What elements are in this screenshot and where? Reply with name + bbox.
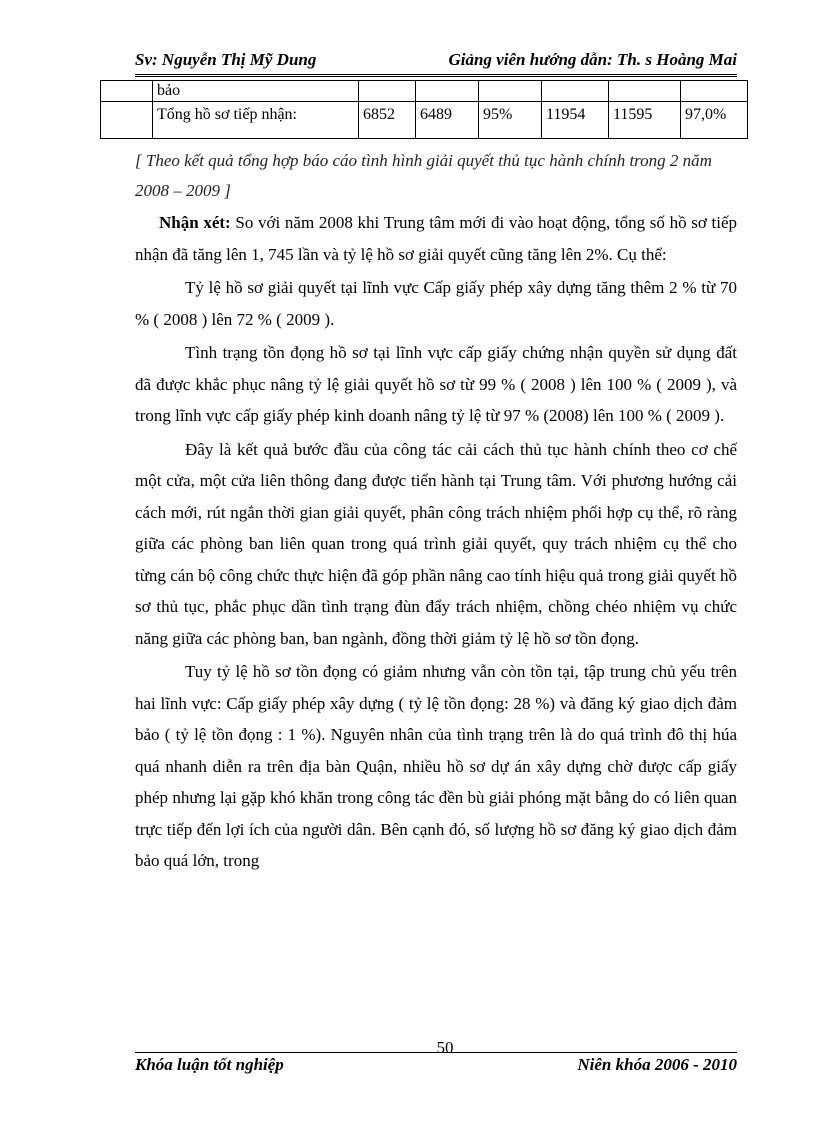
footer-rule — [135, 1052, 737, 1053]
table-cell-label: bảo — [153, 81, 359, 102]
header-advisor: Giảng viên hướng dẫn: Th. s Hoàng Mai — [448, 50, 737, 69]
table-cell: 6852 — [359, 102, 416, 139]
page-footer — [135, 1055, 737, 1079]
table-cell: 11954 — [542, 102, 609, 139]
footer-right: Niên khóa 2006 - 2010 — [577, 1055, 737, 1074]
table-cell — [681, 81, 748, 102]
footer-left: Khóa luận tốt nghiệp — [135, 1055, 284, 1074]
table-row — [101, 102, 748, 139]
header-student: Sv: Nguyễn Thị Mỹ Dung — [135, 50, 317, 69]
header-rule — [135, 74, 737, 77]
table-cell: 6489 — [416, 102, 479, 139]
page-number: 50 — [436, 1038, 454, 1057]
table-row — [101, 81, 748, 102]
table-cell — [101, 81, 153, 102]
table-source-caption: [ Theo kết quả tổng hợp báo cáo tình hình giải quyết thủ tục hành chính trong 2 năm 2008 – 2009 ] — [135, 151, 712, 200]
table-cell: 97,0% — [681, 102, 748, 139]
body-text — [135, 207, 737, 879]
table-cell: 95% — [479, 102, 542, 139]
table-cell — [101, 102, 153, 139]
paragraph: Đây là kết quả bước đầu của công tác cải cách thủ tục hành chính theo cơ chế một cửa, một cửa liên thông đang được tiến hành tại Trung tâm. Với phương hướng cải cách mới, rút ngắn thời gian giải quyết, phân công trách nhiệm phối hợp cụ thể, rõ ràng giữa các phòng ban liên quan trong quá trình giải quyết, quy trách nhiệm cụ thể cho từng cán bộ công chức thực hiện đã góp phần nâng cao tính hiệu quả trong giải quyết hồ sơ thủ tục, phắc phục dần tình trạng đùn đẩy trách nhiệm, chồng chéo nhiệm vụ chức năng giữa các phòng ban, ban ngành, đồng thời giảm tỷ lệ hồ sơ tồn đọng. — [135, 439, 737, 648]
paragraph: Tỷ lệ hồ sơ giải quyết tại lĩnh vực Cấp giấy phép xây dựng tăng thêm 2 % từ 70 % ( 2008 ) lên 72 % ( 2009 ). — [135, 278, 737, 329]
page-header — [135, 50, 737, 74]
remark-text: So với năm 2008 khi Trung tâm mới đi vào hoạt động, tổng số hồ sơ tiếp nhận đã tăng lên 1, 745 lần và tỷ lệ hồ sơ giải quyết cũng tăng lên 2%. Cụ thể: — [135, 213, 738, 264]
table-cell — [359, 81, 416, 102]
table-cell — [416, 81, 479, 102]
paragraph: Tuy tỷ lệ hồ sơ tồn đọng có giảm nhưng vẫn còn tồn tại, tập trung chủ yếu trên hai lĩnh vực: Cấp giấy phép xây dựng ( tỷ lệ tồn đọng: 28 %) và đăng ký giao dịch đảm bảo ( tỷ lệ tồn đọng : 1 %). Nguyên nhân của tình trạng trên là do quá trình đô thị húa quá nhanh diễn ra trên địa bàn Quận, nhiều hồ sơ dự án xây dựng chờ được cấp giấy phép nhưng lại gặp khó khăn trong công tác đền bù giải phóng mặt bằng do có liên quan trực tiếp đến lợi ích của người dân. Bên cạnh đó, số lượng hồ sơ đăng ký giao dịch đảm bảo quá lớn, trong — [135, 662, 737, 870]
paragraph-remark — [135, 207, 737, 270]
paragraph: Tình trạng tồn đọng hồ sơ tại lĩnh vực cấp giấy chứng nhận quyền sử dụng đất đã được khắc phục nâng tỷ lệ giải quyết hồ sơ từ 99 % ( 2008 ) lên 100 % ( 2009 ), và trong lĩnh vực cấp giấy phép kinh doanh nâng tỷ lệ từ 97 % (2008) lên 100 % ( 2009 ). — [135, 343, 737, 425]
table-cell-label: Tổng hồ sơ tiếp nhận: — [153, 102, 359, 139]
remark-label: Nhận xét: — [159, 213, 231, 232]
table-cell: 11595 — [609, 102, 681, 139]
table-cell — [609, 81, 681, 102]
statistics-table — [100, 80, 748, 139]
table-cell — [479, 81, 542, 102]
table-cell — [542, 81, 609, 102]
